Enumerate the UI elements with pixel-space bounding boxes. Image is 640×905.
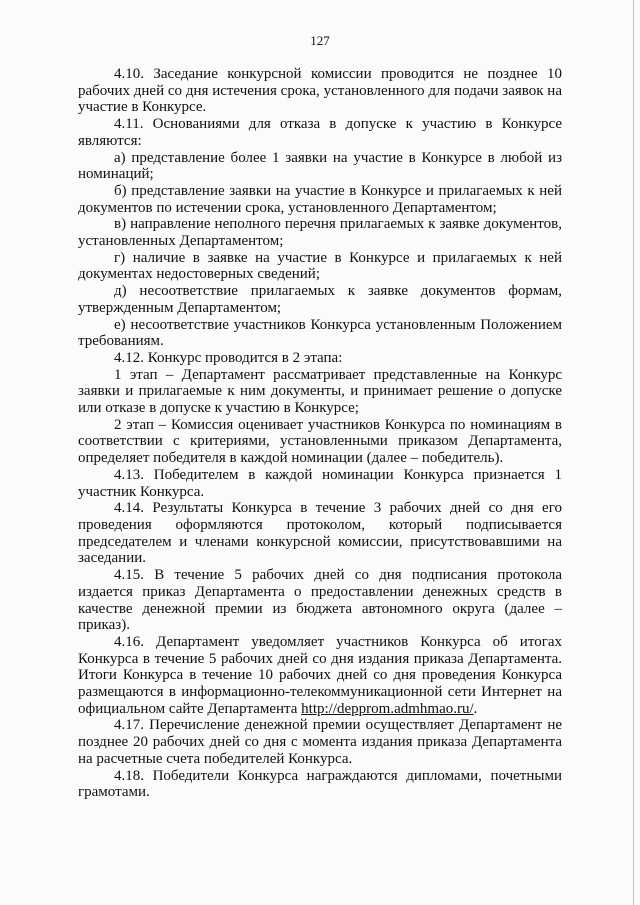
paragraph-4-11-v: в) направление неполного перечня прилагаемых к заявке документов, установленных Департаментом;: [78, 216, 562, 250]
paragraph-4-11-a: а) представление более 1 заявки на участие в Конкурсе в любой из номинаций;: [78, 149, 562, 183]
paragraph-4-11-e: е) несоответствие участников Конкурса установленным Положением требованиям.: [78, 316, 562, 350]
paragraph-4-11-g: г) наличие в заявке на участие в Конкурсе и прилагаемых к ней документах недостоверных сведений;: [78, 249, 562, 283]
document-body: [78, 66, 562, 801]
paragraph-4-12: 4.12. Конкурс проводится в 2 этапа:: [114, 349, 343, 366]
paragraph-4-13: 4.13. Победителем в каждой номинации Конкурса признается 1 участник Конкурса.: [78, 466, 562, 500]
paragraph-4-10: 4.10. Заседание конкурсной комиссии проводится не позднее 10 рабочих дней со дня истечения срока, установленного для подачи заявок на участие в Конкурсе.: [78, 66, 562, 116]
paragraph-4-15: 4.15. В течение 5 рабочих дней со дня подписания протокола издается приказ Департамента о предоставлении денежных средств в качестве денежной премии из бюджета автономного округа (далее – приказ).: [78, 567, 562, 634]
paragraph-4-11-d: д) несоответствие прилагаемых к заявке документов формам, утвержденным Департаментом;: [78, 283, 562, 316]
paragraph-4-16-end: .: [473, 700, 478, 717]
paragraph-4-17: 4.17. Перечисление денежной премии осуществляет Департамент не позднее 20 рабочих дней со дня с момента издания приказа Департамента на расчетные счета победителей Конкурса.: [78, 717, 562, 767]
paragraph-4-16-text: 4.16. Департамент уведомляет участников Конкурса об итогах Конкурса в течение 5 рабочих дней со дня издания приказа Департамента. Итоги Конкурса в течение 10 рабочих дней со дня проведения Конкурса размещаются в информационно-телекоммуникационной сети Интернет на официальном сайте Департамента: [78, 633, 562, 717]
paragraph-4-16: [78, 634, 562, 718]
paragraph-4-11-b: б) представление заявки на участие в Конкурсе и прилагаемых к ней документов по истечении срока, установленного Департаментом;: [78, 182, 562, 216]
page-number: 127: [310, 33, 330, 48]
paragraph-4-18: 4.18. Победители Конкурса награждаются дипломами, почетными грамотами.: [78, 767, 562, 801]
paragraph-4-12-stage-1: 1 этап – Департамент рассматривает представленные на Конкурс заявки и прилагаемые к ним документы, и принимает решение о допуске или отказе в допуске к участию в Конкурсе;: [78, 366, 562, 417]
department-website-link[interactable]: http://depprom.admhmao.ru/: [301, 700, 474, 717]
paragraph-4-12-stage-2: 2 этап – Комиссия оценивает участников Конкурса по номинациям в соответствии с критериями, установленными приказом Департамента, определяет победителя в каждой номинации (далее – победитель).: [78, 416, 562, 467]
paragraph-4-11: 4.11. Основаниями для отказа в допуске к участию в Конкурсе являются:: [78, 116, 562, 149]
paragraph-4-14: 4.14. Результаты Конкурса в течение 3 рабочих дней со дня его проведения оформляются протоколом, который подписывается председателем и членами конкурсной комиссии, присутствовавшими на заседании.: [78, 500, 562, 567]
scan-edge-line: [633, 0, 634, 905]
